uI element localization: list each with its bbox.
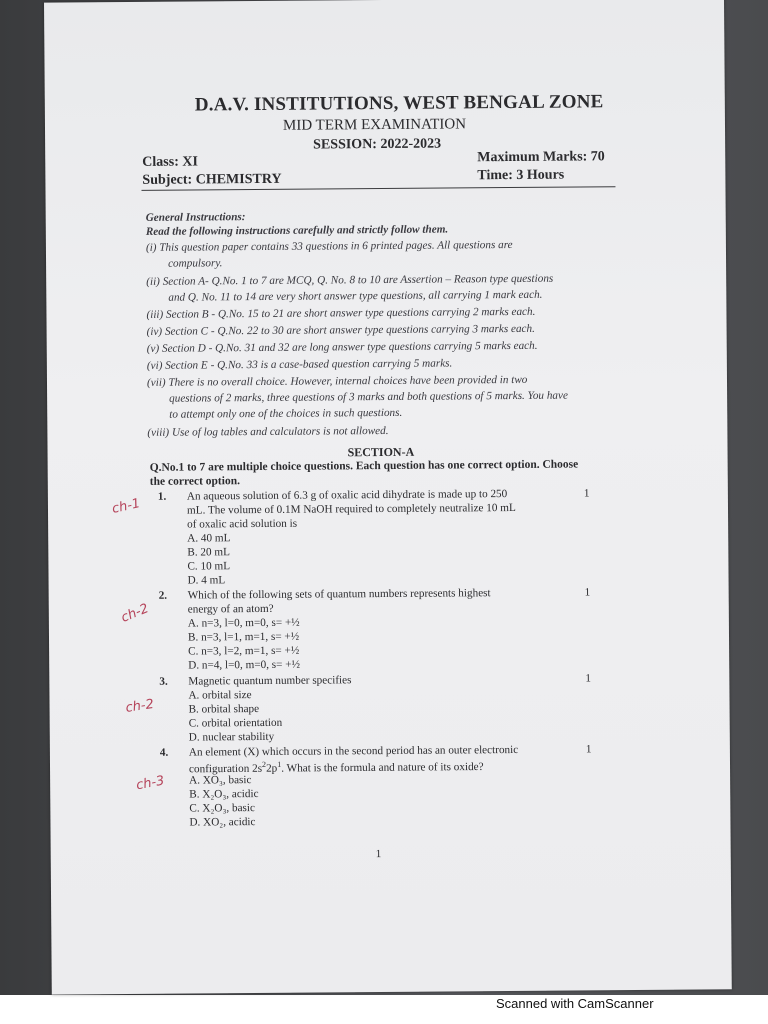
section-a-title: SECTION-A bbox=[347, 444, 415, 460]
question-text: An element (X) which occurs in the second period has an outer electronic bbox=[188, 743, 519, 759]
answer-option: C. n=3, l=2, m=1, s= +½ bbox=[188, 644, 300, 658]
instruction-line: (i) This question paper contains 33 questions in 6 printed pages. All questions are bbox=[145, 238, 513, 254]
session: SESSION: 2022-2023 bbox=[313, 136, 442, 153]
instruction-line: and Q. No. 11 to 14 are very short answer type questions, all carrying 1 mark each. bbox=[168, 288, 543, 304]
instruction-line: to attempt only one of the choices in such questions. bbox=[169, 406, 403, 421]
instructions-title: General Instructions: bbox=[145, 211, 246, 224]
question-number: 1. bbox=[157, 490, 167, 503]
answer-option: D. n=4, l=0, m=0, s= +½ bbox=[188, 658, 300, 672]
answer-option: D. 4 mL bbox=[187, 574, 226, 587]
answer-option: A. orbital size bbox=[188, 689, 252, 702]
handwritten-chapter-note: ch-2 bbox=[119, 601, 151, 626]
section-a-description: Q.No.1 to 7 are multiple choice questions. Each question has one correct option. Choose bbox=[149, 458, 579, 474]
page-number: 1 bbox=[375, 848, 382, 861]
answer-option: B. X₂O₃, acidic bbox=[189, 788, 259, 801]
instruction-line: (vi) Section E - Q.No. 33 is a case-based question carrying 5 marks. bbox=[146, 357, 453, 372]
answer-option: C. X₂O₃, basic bbox=[189, 802, 255, 815]
config-sup-2: 1 bbox=[277, 759, 282, 769]
instruction-line: (viii) Use of log tables and calculators is not allowed. bbox=[147, 424, 389, 439]
answer-option: B. n=3, l=1, m=1, s= +½ bbox=[187, 630, 300, 644]
question-text: of oxalic acid solution is bbox=[187, 517, 298, 531]
config-sup-1: 2 bbox=[261, 759, 267, 769]
instruction-line: (v) Section D - Q.No. 31 and 32 are long answer type questions carrying 5 marks each. bbox=[146, 339, 538, 355]
config-post: . What is the formula and nature of its oxide? bbox=[281, 760, 484, 775]
question-number: 2. bbox=[158, 589, 168, 602]
question-number: 4. bbox=[159, 746, 169, 759]
question-mark: 1 bbox=[583, 487, 590, 500]
time-allowed: Time: 3 Hours bbox=[477, 167, 565, 184]
instruction-line: (ii) Section A- Q.No. 1 to 7 are MCQ, Q. No. 8 to 10 are Assertion – Reason type questions bbox=[146, 272, 554, 288]
question-text: Magnetic quantum number specifies bbox=[188, 674, 352, 688]
page-content bbox=[44, 0, 732, 995]
class-label: Class: XI bbox=[142, 154, 198, 170]
answer-option: A. 40 mL bbox=[187, 532, 231, 545]
handwritten-chapter-note: ch-3 bbox=[135, 773, 166, 794]
question-mark: 1 bbox=[584, 586, 591, 599]
instruction-line: (iv) Section C - Q.No. 22 to 30 are short answer type questions carrying 3 marks each. bbox=[146, 322, 535, 338]
answer-option: A. n=3, l=0, m=0, s= +½ bbox=[187, 616, 300, 630]
question-text: energy of an atom? bbox=[187, 602, 274, 616]
answer-option: B. orbital shape bbox=[188, 703, 260, 716]
question-text: An aqueous solution of 6.3 g of oxalic acid dihydrate is made up to 250 bbox=[186, 488, 508, 503]
subject-label: Subject: CHEMISTRY bbox=[142, 171, 282, 188]
instructions-read: Read the following instructions carefully and strictly follow them. bbox=[145, 223, 449, 238]
answer-option: C. 10 mL bbox=[187, 560, 231, 573]
section-a-description: the correct option. bbox=[149, 475, 240, 488]
answer-option: B. 20 mL bbox=[187, 546, 230, 559]
config-pre: configuration 2s bbox=[188, 762, 263, 776]
instruction-line: (vii) There is no overall choice. However, internal choices have been provided in two bbox=[146, 373, 528, 389]
answer-option: C. orbital orientation bbox=[188, 716, 283, 730]
question-number: 3. bbox=[159, 675, 168, 688]
instruction-line: compulsory. bbox=[168, 257, 223, 270]
question-text: mL. The volume of 0.1M NaOH required to completely neutralize 10 mL bbox=[186, 501, 516, 517]
question-text: Which of the following sets of quantum numbers represents highest bbox=[187, 587, 491, 602]
instruction-line: (iii) Section B - Q.No. 15 to 21 are short answer type questions carrying 2 marks each. bbox=[146, 305, 536, 321]
handwritten-chapter-note: ch-1 bbox=[110, 496, 142, 517]
camscanner-footer: Scanned with CamScanner bbox=[496, 996, 654, 1011]
answer-option: A. XO₃, basic bbox=[189, 774, 252, 787]
max-marks: Maximum Marks: 70 bbox=[477, 149, 605, 166]
exam-title: MID TERM EXAMINATION bbox=[282, 116, 467, 134]
question-mark: 1 bbox=[585, 672, 591, 685]
instruction-line: questions of 2 marks, three questions of 3 marks and both questions of 5 marks. You have bbox=[169, 389, 568, 405]
handwritten-chapter-note: ch-2 bbox=[124, 696, 155, 716]
config-mid: 2p bbox=[266, 762, 278, 775]
exam-paper-page bbox=[44, 0, 732, 995]
answer-option: D. XO₂, acidic bbox=[189, 816, 256, 829]
question-mark: 1 bbox=[585, 743, 592, 756]
question-config-line bbox=[189, 758, 484, 775]
answer-option: D. nuclear stability bbox=[188, 730, 275, 744]
institution-title: D.A.V. INSTITUTIONS, WEST BENGAL ZONE bbox=[194, 91, 604, 116]
